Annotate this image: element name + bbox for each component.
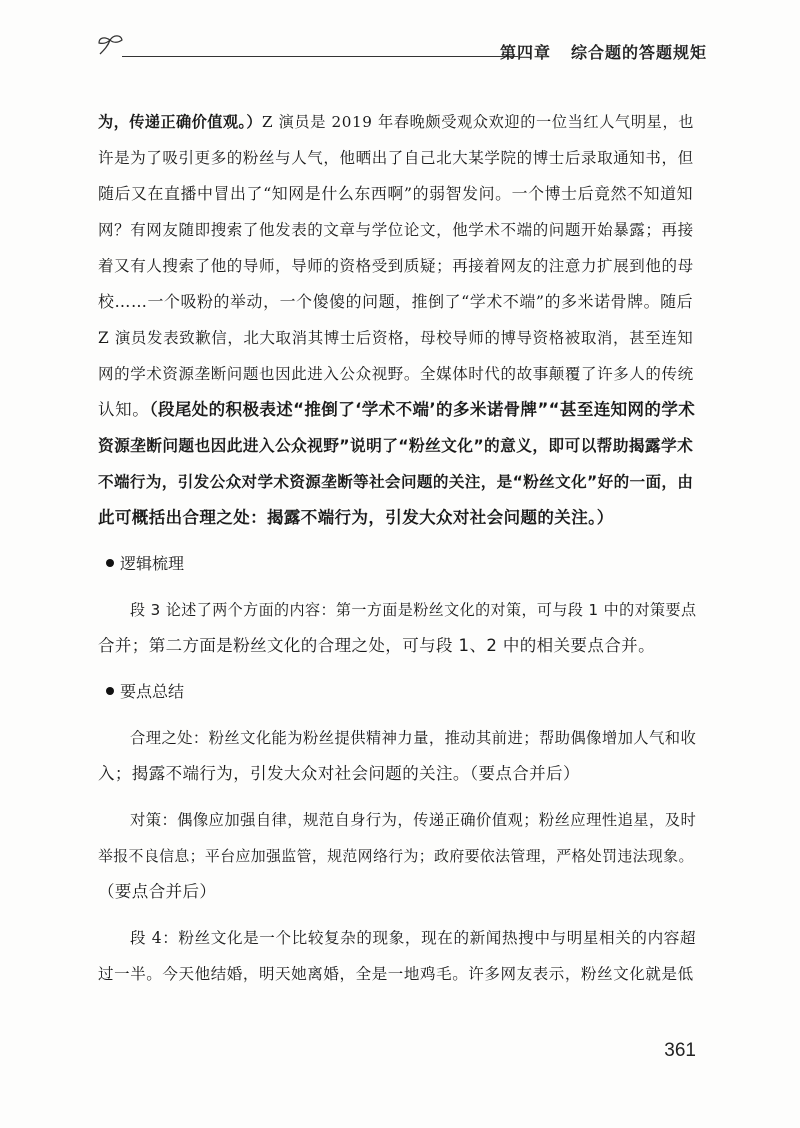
measures-paragraph [98,802,702,910]
bullet-icon [106,559,114,567]
line-text: 网的学术资源垄断问题也因此进入公众视野。全媒体时代的故事颠覆了许多人的传统 [98,365,694,383]
line-text: 段 4：粉丝文化是一个比较复杂的现象，现在的新闻热搜中与明星相关的内容超 [130,929,697,947]
line-text: 网？有网友随即搜索了他发表的文章与学位论文，他学术不端的问题开始暴露；再接 [98,221,694,239]
paragraph-3-continued [98,104,702,536]
text-line [98,756,702,792]
chapter-number: 第四章 [500,43,552,62]
line-text: 许是为了吸引更多的粉丝与人气，他晒出了自己北大某学院的博士后录取通知书，但 [98,149,694,167]
text-line [98,104,702,140]
chapter-title: 综合题的答题规矩 [571,43,708,62]
text-line [98,500,702,536]
line-text: 合理之处：粉丝文化能为粉丝提供精神力量，推动其前进；帮助偶像增加人气和收 [130,729,697,747]
text-line [98,248,702,284]
line-text: （要点合并后） [98,882,217,901]
line-text: 不端行为，引发公众对学术资源垄断等社会问题的关注，是“粉丝文化”好的一面，由 [98,473,694,491]
text-line [98,320,702,356]
line-text: （段尾处的积极表述“推倒了‘学术不端’的多米诺骨牌”“甚至连知网的学术 [149,400,696,419]
page-number: 361 [664,1040,696,1061]
line-text: 入；揭露不端行为，引发大众对社会问题的关注。（要点合并后） [98,764,580,783]
logic-heading [98,546,702,582]
sprout-leaf-icon [96,32,126,58]
text-line [98,428,702,464]
paragraph-4 [98,920,702,992]
summary-heading [98,674,702,710]
text-line [98,802,702,838]
line-text: 随后又在直播中冒出了“知网是什么东西啊”的弱智发问。一个博士后竟然不知道知 [98,184,694,203]
text-line [98,920,702,956]
line-text: Z 演员发表致歉信，北大取消其博士后资格，母校导师的博导资格被取消，甚至连知 [98,329,694,347]
summary-heading-text: 要点总结 [120,682,185,701]
text-line [98,356,702,392]
logic-paragraph [98,592,702,664]
line-text: 段 3 论述了两个方面的内容：第一方面是粉丝文化的对策，可与段 1 中的对策要点 [130,601,697,619]
line-text: 校……一个吸粉的举动，一个傻傻的问题，推倒了“学术不端”的多米诺骨牌。随后 [98,292,694,311]
text-line [98,956,702,992]
logic-heading-text: 逻辑梳理 [120,554,185,573]
text-line [98,284,702,320]
line-text: 合并；第二方面是粉丝文化的合理之处，可与段 1、2 中的相关要点合并。 [98,636,655,655]
running-header [96,30,708,70]
line-text: 为，传递正确价值观。） [98,113,263,131]
text-line [98,140,702,176]
line-text: 资源垄断问题也因此进入公众视野”说明了“粉丝文化”的意义，即可以帮助揭露学术 [98,436,694,455]
text-line [98,838,702,874]
line-text: 对策：偶像应加强自律，规范自身行为，传递正确价值观；粉丝应理性追星，及时 [130,811,697,829]
text-line [98,176,702,212]
text-line [98,874,702,910]
header-rule [122,56,518,57]
line-text: Z 演员是 2019 年春晚颇受观众欢迎的一位当红人气明星，也 [262,113,695,131]
line-text: 举报不良信息；平台应加强监管，规范网络行为；政府要依法管理，严格处罚违法现象。 [98,847,694,865]
line-text: 此可概括出合理之处：揭露不端行为，引发大众对社会问题的关注。） [98,508,614,527]
chapter-heading [500,40,707,63]
text-line [98,212,702,248]
text-line [98,592,702,628]
text-line [98,392,702,428]
line-text: 过一半。今天他结婚，明天她离婚，全是一地鸡毛。许多网友表示，粉丝文化就是低 [98,965,694,983]
bullet-icon [106,687,114,695]
line-text: 认知。 [98,400,150,419]
text-line [98,628,702,664]
text-line [98,720,702,756]
line-text: 着又有人搜索了他的导师，导师的资格受到质疑；再接着网友的注意力扩展到他的母 [98,257,694,275]
reasonable-paragraph [98,720,702,792]
page-body [98,104,702,992]
text-line [98,464,702,500]
